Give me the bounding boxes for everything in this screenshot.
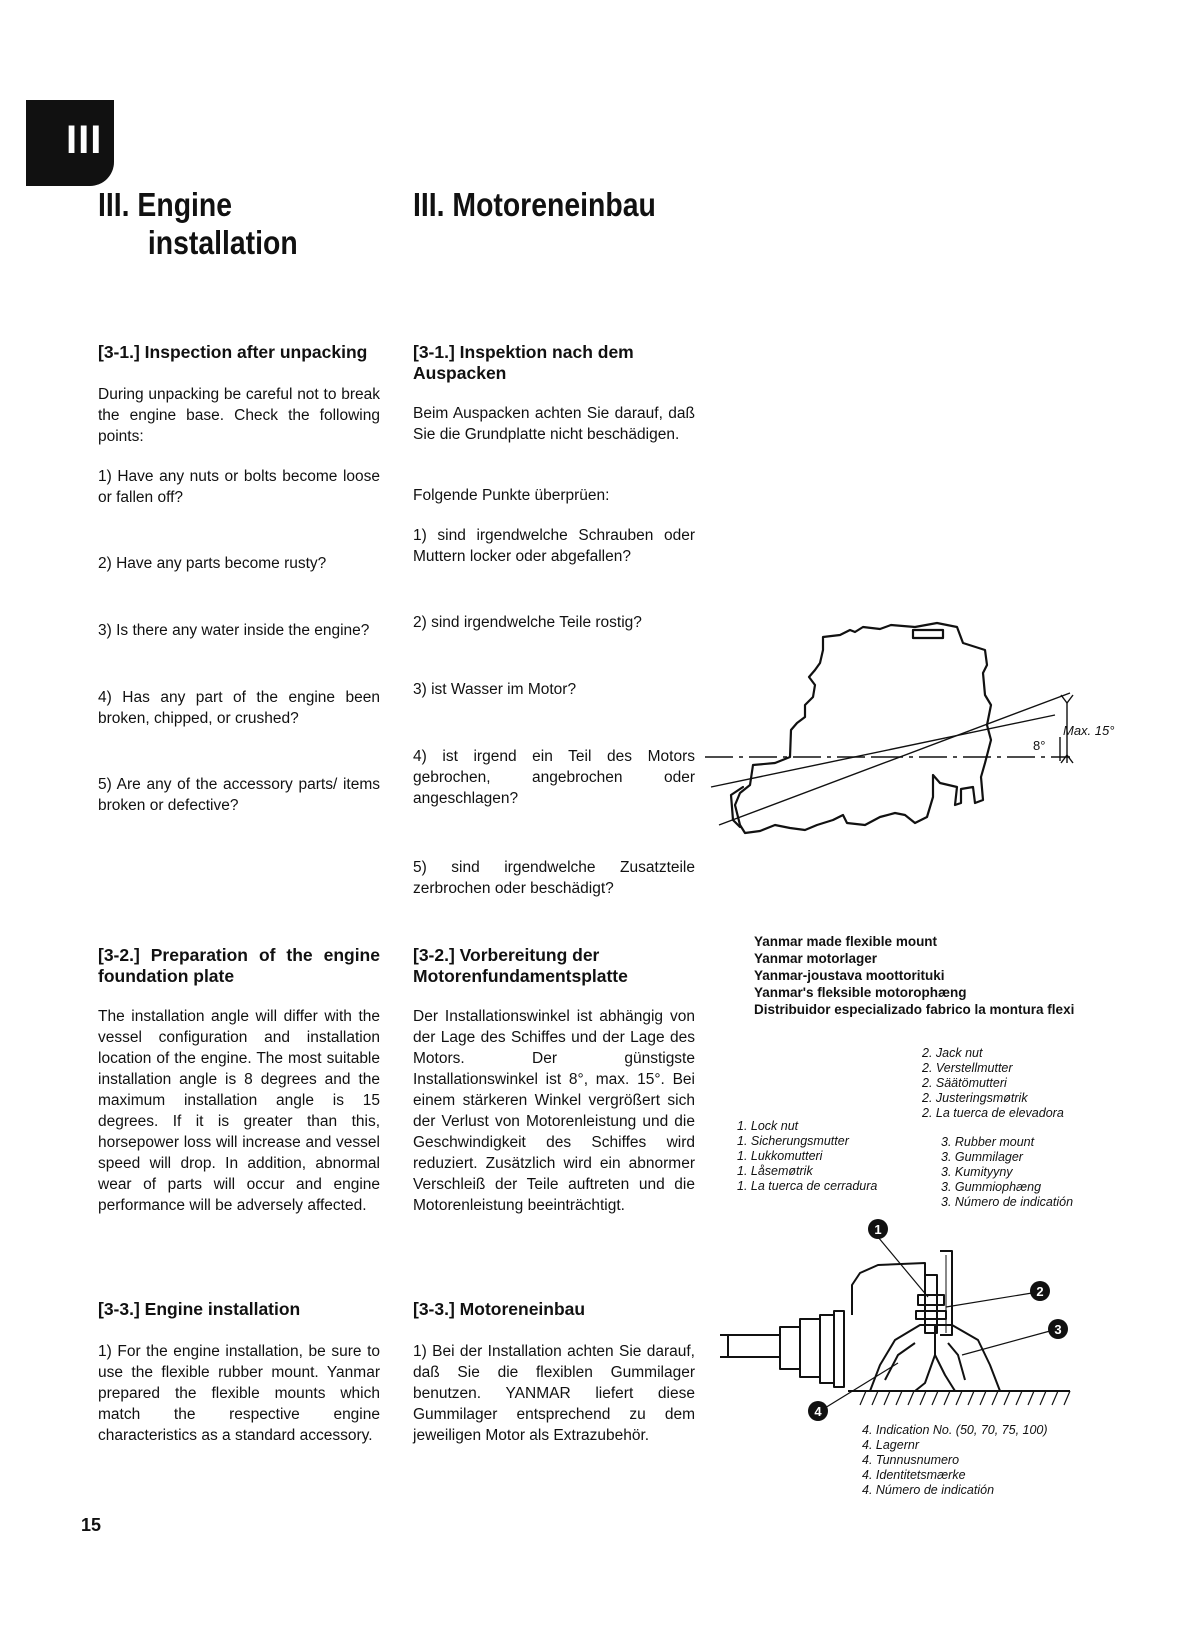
de-s1-item5: 5) sind irgendwelche Zusatzteile zerbrochen oder beschädigt? [413,859,695,897]
mount-title: Distribuidor especializado fabrico la montura flexi [754,1002,1075,1017]
mount-title: Yanmar's fleksible motorophæng [754,985,967,1000]
caption-line: 1. Sicherungsmutter [737,1134,849,1148]
caption-line: 2. Verstellmutter [922,1061,1013,1075]
page-number: 15 [81,1515,102,1535]
caption-line: 4. Identitetsmærke [862,1468,966,1482]
caption-line: 3. Gummiophæng [941,1180,1042,1194]
svg-text:3: 3 [1054,1322,1062,1337]
de-s1-item3: 3) ist Wasser im Motor? [413,681,577,698]
caption-line: 3. Kumityyny [941,1165,1013,1179]
de-s1-intro: Beim Auspacken achten Sie darauf, daß Sie die Grundplatte nicht beschädigen. [413,405,695,443]
de-s2-body: Der Installationswinkel ist abhängig von der Lage des Schiffes und der Lage des Motors. Der günstigste Installationswinkel ist 8°, max. 15°. Bei einem stärkeren Winkel vergrößert sich der Verlust von Motorenleistung und die Geschwindigkeit des Schiffes wird reduziert. Zusätzlich wird ein abnormer Verschleiß der Teile auftreten und die Motorenleistung beeinträchtigt. [413,1008,695,1214]
caption-line: 1. Lock nut [737,1119,799,1133]
jack-nut-caption [922,1046,1142,1121]
title-en-line2: installation [147,224,298,261]
max-angle-label: Max. 15° [1063,723,1115,738]
svg-text:1: 1 [874,1222,882,1237]
en-s1-item5: 5) Are any of the accessory parts/ items broken or defective? [98,776,380,814]
mount-titles [754,933,1084,1018]
en-s3-body: 1) For the engine installation, be sure to use the flexible rubber mount. Yanmar prepared the flexible mounts which match the respective engine characteristics as a standard accessory. [98,1343,380,1444]
en-s2-body: The installation angle will differ with the vessel configuration and installation location of the engine. The most suitable installation angle is 8 degrees and the maximum installation angle is 15 degrees. If it is greater than this, horsepower loss will increase and vessel speed will drop. In addition, abnormal wear of parts will occur and engine performance will be adversely affected. [98,1008,380,1214]
callout-4 [808,1401,828,1421]
de-s3-heading: [3-3.] Motoreneinbau [413,1299,586,1319]
caption-line: 3. Gummilager [941,1150,1023,1164]
de-s1-item1: 1) sind irgendwelche Schrauben oder Muttern locker oder abgefallen? [413,527,695,565]
lock-nut-caption [737,1119,927,1194]
caption-line: 3. Rubber mount [941,1135,1035,1149]
chapter-tab-label: III [66,118,103,162]
flexible-mount-figure [720,1215,1080,1425]
callout-1 [868,1219,888,1239]
caption-line: 4. Lagernr [862,1438,919,1452]
callout-3 [1048,1319,1068,1339]
caption-line: 4. Número de indicatión [862,1483,995,1497]
caption-line: 2. Justeringsmøtrik [922,1091,1028,1105]
caption-line: 1. La tuerca de cerradura [737,1179,878,1193]
engine-angle-figure [705,615,1145,850]
de-s1-item4: 4) ist irgend ein Teil des Motors gebrochen, angebrochen oder angeschlagen? [413,748,695,807]
en-s3-heading: [3-3.] Engine installation [98,1299,301,1319]
en-s1-intro: During unpacking be careful not to break the engine base. Check the following points: [98,386,380,445]
svg-text:4: 4 [814,1404,822,1419]
title-en-line1: III. Engine [98,186,233,223]
de-s1-heading: [3-1.] Inspektion nach dem Auspacken [413,342,634,383]
de-s3-body: 1) Bei der Installation achten Sie darauf, daß Sie die flexiblen Gummilager benutzen. YANMAR liefert diese Gummilager entsprechend zu dem jeweiligen Motor als Extrazubehör. [413,1343,695,1444]
title-en [98,186,298,262]
en-s1-item1: 1) Have any nuts or bolts become loose or fallen off? [98,468,380,506]
chapter-tab [26,100,114,186]
svg-text:2: 2 [1036,1284,1044,1299]
mount-title: Yanmar motorlager [754,951,878,966]
en-s1-item3: 3) Is there any water inside the engine? [98,622,370,639]
mount-title: Yanmar made flexible mount [754,934,938,949]
en-s2-heading: [3-2.] Preparation of the engine foundation plate [98,945,380,986]
de-s1-item2: 2) sind irgendwelche Teile rostig? [413,614,642,631]
rubber-mount-caption [941,1135,1161,1210]
title-de: III. Motoreneinbau [413,186,656,223]
angle-label: 8° [1033,738,1046,753]
en-s1-heading: [3-1.] Inspection after unpacking [98,342,368,362]
caption-line: 3. Número de indicatión [941,1195,1074,1209]
caption-line: 2. Jack nut [922,1046,983,1060]
callout-2 [1030,1281,1050,1301]
caption-line: 2. Säätömutteri [922,1076,1007,1090]
en-s1-item4: 4) Has any part of the engine been broken, chipped, or crushed? [98,689,380,727]
de-s1-check: Folgende Punkte überprüen: [413,487,610,504]
en-s1-item2: 2) Have any parts become rusty? [98,555,327,572]
caption-line: 1. Låsemøtrik [737,1164,813,1178]
mount-title: Yanmar-joustava moottorituki [754,968,945,983]
indication-caption [862,1423,1102,1498]
caption-line: 4. Indication No. (50, 70, 75, 100) [862,1423,1048,1437]
de-s2-heading: [3-2.] Vorbereitung der Motorenfundamentsplatte [413,945,628,986]
caption-line: 2. La tuerca de elevadora [922,1106,1064,1120]
caption-line: 4. Tunnusnumero [862,1453,960,1467]
caption-line: 1. Lukkomutteri [737,1149,823,1163]
